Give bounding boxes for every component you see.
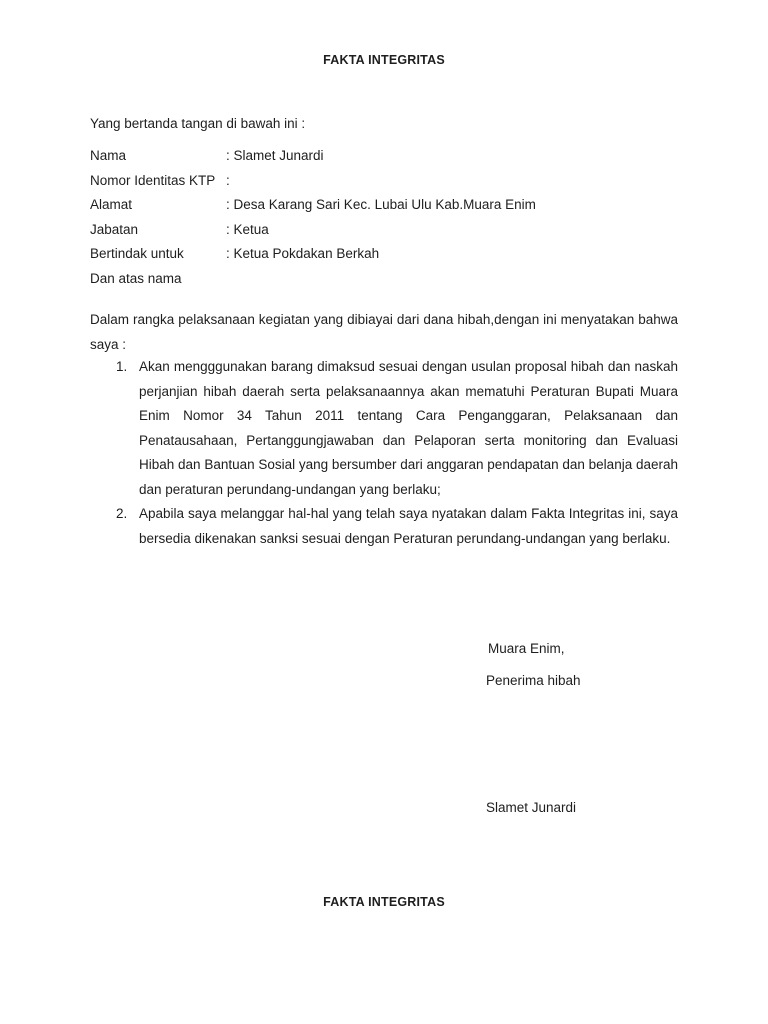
list-item-text: Akan mengggunakan barang dimaksud sesuai dengan usulan proposal hibah dan naskah perjanjian hibah daerah serta pelaksanaannya akan mematuhi Peraturan Bupati Muara Enim Nomor 34 Tahun 2011 tentang Cara Penganggaran, Pelaksanaan dan Penatausahaan, Pertanggungjawaban dan Pelaporan serta monitoring dan Evaluasi Hibah dan Bantuan Sosial yang bersumber dari anggaran pendapatan dan belanja daerah dan peraturan perundang-undangan yang berlaku; — [139, 359, 678, 497]
field-label: Alamat — [90, 197, 133, 212]
field-label: Dan atas nama — [90, 270, 182, 286]
signature-name: Slamet Junardi — [486, 800, 577, 815]
field-row-bertindak — [90, 246, 690, 271]
field-row-jabatan — [90, 222, 690, 247]
document-title: FAKTA INTEGRITAS — [323, 53, 445, 67]
statement-paragraph: Dalam rangka pelaksanaan kegiatan yang dibiayai dari dana hibah,dengan ini menyatakan bahwa saya : — [90, 312, 678, 352]
field-value: : Ketua — [226, 221, 269, 237]
list-item — [90, 502, 678, 551]
field-value: : Slamet Junardi — [226, 148, 324, 163]
field-value: : Ketua Pokdakan Berkah — [226, 246, 380, 261]
field-label: Nama — [90, 148, 127, 163]
list-number: 1. — [116, 359, 128, 374]
field-row-nama — [90, 148, 690, 173]
field-value: : — [226, 172, 230, 188]
next-page-title: FAKTA INTEGRITAS — [323, 895, 445, 909]
signature-place: Muara Enim, — [488, 641, 565, 656]
field-row-atas-nama — [90, 271, 690, 296]
field-label: Bertindak untuk — [90, 246, 184, 261]
field-row-alamat — [90, 197, 690, 222]
list-number: 2. — [116, 506, 128, 521]
identity-fields — [90, 148, 690, 295]
declaration-list — [90, 355, 678, 551]
signature-role: Penerima hibah — [486, 673, 581, 688]
field-label: Nomor Identitas KTP — [90, 172, 216, 188]
field-value: : Desa Karang Sari Kec. Lubai Ulu Kab.Muara Enim — [226, 197, 536, 212]
intro-text: Yang bertanda tangan di bawah ini : — [90, 116, 306, 131]
list-item-text: Apabila saya melanggar hal-hal yang telah saya nyatakan dalam Fakta Integritas ini, saya bersedia dikenakan sanksi sesuai dengan Peraturan perundang-undangan yang berlaku. — [139, 506, 678, 546]
field-row-ktp — [90, 173, 690, 198]
list-item — [90, 355, 678, 502]
field-label: Jabatan — [90, 221, 139, 237]
